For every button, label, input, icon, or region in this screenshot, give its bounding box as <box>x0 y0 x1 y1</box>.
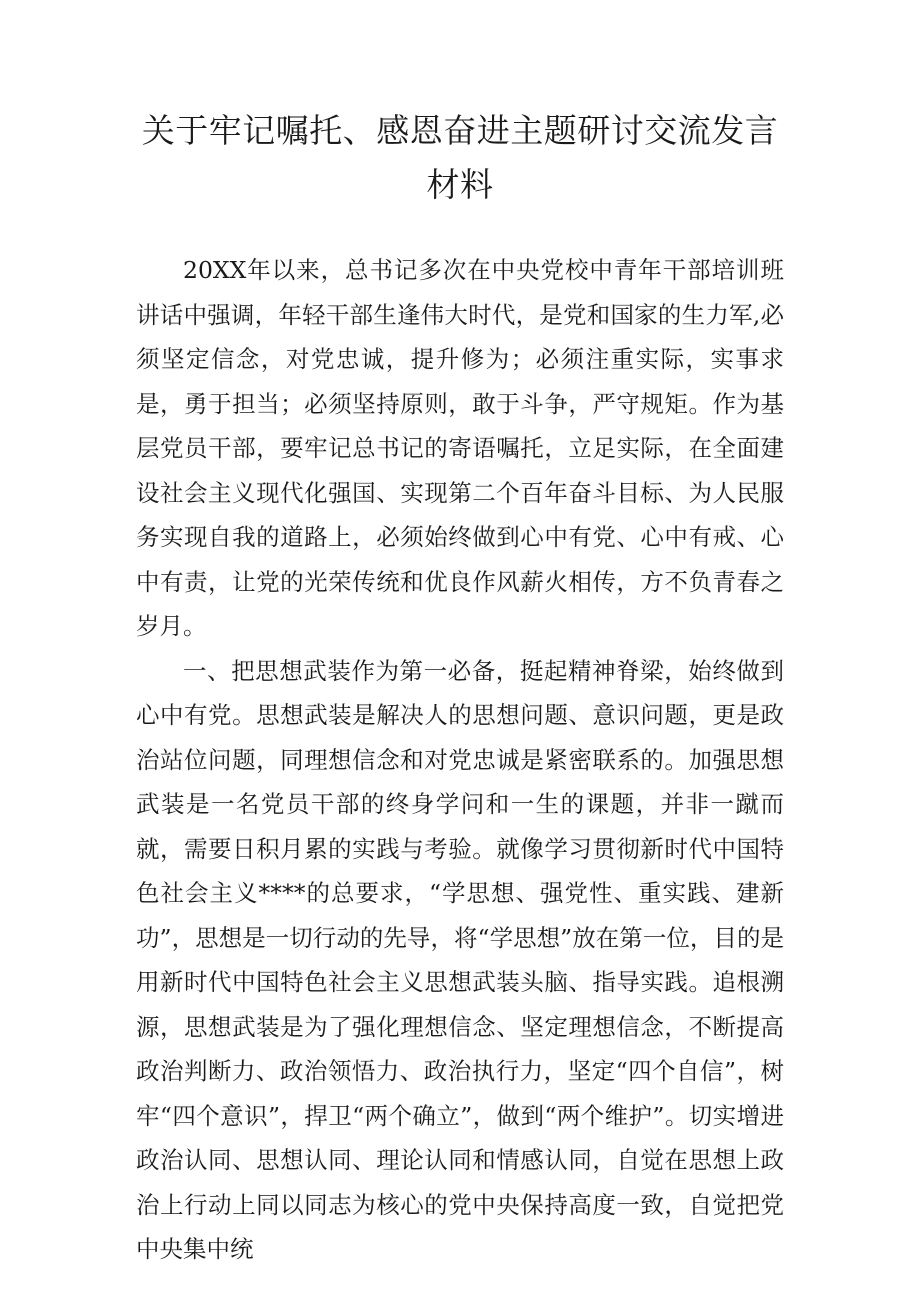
document-body <box>136 248 784 1272</box>
document-title: 关于牢记嘱托、感恩奋进主题研讨交流发言材料 <box>141 111 779 204</box>
paragraph-intro: 20XX年以来，总书记多次在中央党校中青年干部培训班讲话中强调，年轻干部生逢伟大时代，是党和国家的生力军,必须坚定信念，对党忠诚，提升修为；必须注重实际，实事求是，勇于担当；必须坚持原则，敢于斗争，严守规矩。作为基层党员干部，要牢记总书记的寄语嘱托，立足实际，在全面建设社会主义现代化强国、实现第二个百年奋斗目标、为人民服务实现自我的道路上，必须始终做到心中有党、心中有戒、心中有责，让党的光荣传统和优良作风薪火相传，方不负青春之岁月。 <box>136 256 784 640</box>
paragraph-section-one: 一、把思想武装作为第一必备，挺起精神脊梁，始终做到心中有党。思想武装是解决人的思想问题、意识问题，更是政治站位问题，同理想信念和对党忠诚是紧密联系的。加强思想武装是一名党员干部的终身学问和一生的课题，并非一蹴而就，需要日积月累的实践与考验。就像学习贯彻新时代中国特色社会主义****的总要求，“学思想、强党性、重实践、建新功”，思想是一切行动的先导，将“学思想”放在第一位，目的是用新时代中国特色社会主义思想武装头脑、指导实践。追根溯源，思想武装是为了强化理想信念、坚定理想信念，不断提高政治判断力、政治领悟力、政治执行力，坚定“四个自信”，树牢“四个意识”，捍卫“两个确立”，做到“两个维护”。切实增进政治认同、思想认同、理论认同和情感认同，自觉在思想上政治上行动上同以同志为核心的党中央保持高度一致，自觉把党中央集中统 <box>136 656 784 1263</box>
